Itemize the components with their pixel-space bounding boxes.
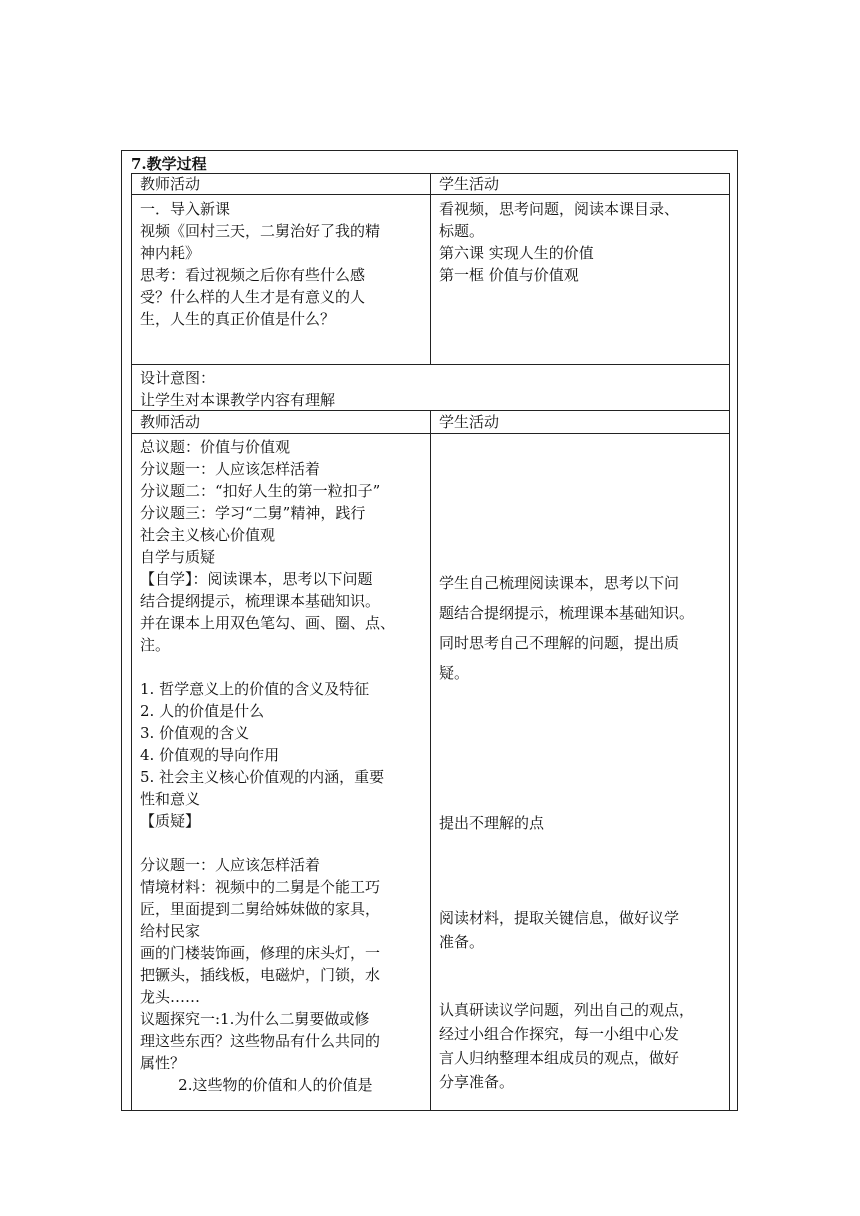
- text-line: 总议题：价值与价值观: [140, 438, 291, 456]
- teacher-cell-intro: [131, 194, 431, 365]
- text-line: 注。: [140, 636, 171, 654]
- text-line: 给村民家: [140, 922, 201, 940]
- blank-line: [140, 656, 430, 678]
- teacher-header-label: 教师活动: [140, 413, 201, 431]
- blank-line: [140, 832, 430, 854]
- student-cell-main: [430, 433, 730, 1111]
- teacher-cell-main: [131, 433, 431, 1111]
- text-line: 1. 哲学意义上的价值的含义及特征: [140, 680, 370, 698]
- teacher-header-2: [131, 410, 431, 434]
- text-line: 分议题一：人应该怎样活着: [140, 460, 321, 478]
- text-line: 【质疑】: [140, 812, 201, 830]
- text-line: 认真研读议学问题，列出自己的观点，: [439, 1001, 695, 1019]
- text-line: 提出不理解的点: [439, 814, 545, 832]
- student-cell-intro: [430, 194, 730, 365]
- text-line: 社会主义核心价值观: [140, 526, 276, 544]
- student-header-label: 学生活动: [439, 175, 500, 193]
- text-line: 自学与质疑: [140, 548, 216, 566]
- teacher-header-label: 教师活动: [140, 175, 201, 193]
- text-line: 属性？: [140, 1054, 186, 1072]
- text-line: 第一框 价值与价值观: [439, 266, 579, 284]
- text-line: 【自学】：阅读课本，思考以下问题: [140, 570, 373, 588]
- text-line: 理这些东西？这些物品有什么共同的: [140, 1032, 381, 1050]
- text-line: 3. 价值观的含义: [140, 724, 250, 742]
- teacher-intro-text: [132, 195, 430, 330]
- text-line: 分议题一：人应该怎样活着: [140, 856, 321, 874]
- text-line: 视频《回村三天，二舅治好了我的精: [140, 222, 381, 240]
- student-main-group-1: [431, 568, 694, 688]
- text-line: 并在课本上用双色笔勾、画、圈、点、: [140, 614, 396, 632]
- text-line: 第六课 实现人生的价值: [439, 244, 594, 262]
- student-intro-text: [431, 195, 729, 286]
- student-header-label: 学生活动: [439, 413, 500, 431]
- teacher-header-1: [131, 173, 431, 195]
- text-line: 看视频，思考问题，阅读本课目录、: [439, 200, 680, 218]
- text-line: 把镢头，插线板，电磁炉，门锁，水: [140, 966, 381, 984]
- section-title: 7.教学过程: [131, 155, 207, 173]
- text-line: 议题探究一:1.为什么二舅要做或修: [140, 1010, 370, 1028]
- text-line: 受？什么样的人生才是有意义的人: [140, 288, 366, 306]
- text-line: 分享准备。: [439, 1073, 515, 1091]
- text-line: 疑。: [439, 664, 470, 682]
- design-intent-label: 设计意图：: [140, 369, 216, 387]
- text-line: 4. 价值观的导向作用: [140, 746, 280, 764]
- student-main-group-4: [431, 998, 694, 1094]
- text-line: 标题。: [439, 222, 485, 240]
- student-main-group-2: [431, 811, 544, 835]
- student-header-2: [430, 410, 730, 434]
- text-line: 画的门楼装饰画，修理的床头灯，一: [140, 944, 381, 962]
- text-line: 思考：看过视频之后你有些什么感: [140, 266, 366, 284]
- text-line: 准备。: [439, 933, 485, 951]
- text-line: 同时思考自己不理解的问题，提出质: [439, 634, 680, 652]
- text-line: 分议题三：学习“二舅”精神，践行: [140, 504, 366, 522]
- text-line: 题结合提纲提示，梳理课本基础知识。: [439, 604, 695, 622]
- text-line: 性和意义: [140, 790, 201, 808]
- text-line: 5. 社会主义核心价值观的内涵，重要: [140, 768, 385, 786]
- text-line: 分议题二：“扣好人生的第一粒扣子”: [140, 482, 381, 500]
- text-line: 2.这些物的价值和人的价值是: [140, 1076, 373, 1094]
- design-intent-text: [132, 365, 729, 411]
- design-intent-cell: [131, 364, 730, 411]
- student-main-group-3: [431, 906, 679, 954]
- text-line: 经过小组合作探究，每一小组中心发: [439, 1025, 680, 1043]
- student-header-1: [430, 173, 730, 195]
- teacher-main-text: [132, 434, 430, 1096]
- text-line: 言人归纳整理本组成员的观点，做好: [439, 1049, 680, 1067]
- text-line: 结合提纲提示，梳理课本基础知识。: [140, 592, 381, 610]
- design-intent-content: 让学生对本课教学内容有理解: [140, 391, 336, 409]
- text-line: 神内耗》: [140, 244, 201, 262]
- text-line: 一．导入新课: [140, 200, 231, 218]
- text-line: 阅读材料，提取关键信息，做好议学: [439, 909, 680, 927]
- text-line: 情境材料：视频中的二舅是个能工巧: [140, 878, 381, 896]
- text-line: 生，人生的真正价值是什么？: [140, 310, 336, 328]
- text-line: 龙头……: [140, 988, 201, 1006]
- text-line: 匠，里面提到二舅给姊妹做的家具，: [140, 900, 381, 918]
- text-line: 学生自己梳理阅读课本，思考以下问: [439, 574, 680, 592]
- text-line: 2. 人的价值是什么: [140, 702, 265, 720]
